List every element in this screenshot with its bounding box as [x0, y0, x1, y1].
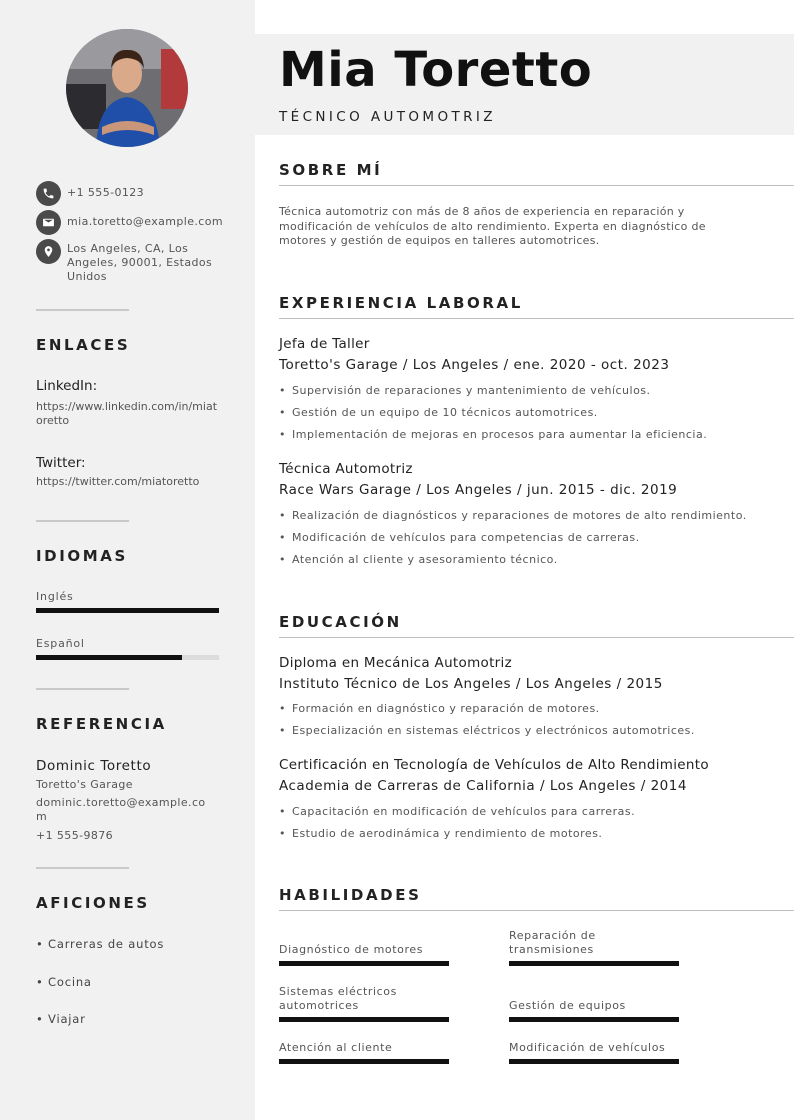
education-degree: Diploma en Mecánica Automotriz	[279, 655, 512, 671]
education-details: Academia de Carreras de California / Los Angeles / 2014	[279, 778, 687, 794]
language-level-bar	[36, 655, 219, 660]
profile-photo	[66, 29, 188, 147]
profile-role: TÉCNICO AUTOMOTRIZ	[279, 109, 496, 125]
language-name: Español	[36, 637, 85, 650]
sidebar	[0, 0, 255, 1120]
section-divider	[279, 185, 794, 186]
section-divider	[279, 318, 794, 319]
phone-text: +1 555-0123	[67, 186, 145, 199]
job-bullet: • Gestión de un equipo de 10 técnicos automotrices.	[279, 406, 598, 419]
contact-phone	[36, 181, 217, 206]
hobby-item: • Carreras de autos	[36, 937, 165, 951]
skill-name: Sistemas eléctricos automotrices	[279, 985, 397, 1012]
hobbies-title: AFICIONES	[36, 894, 150, 912]
reference-phone: +1 555-9876	[36, 829, 114, 842]
address-text: Los Angeles, CA, Los Angeles, 90001, Estados Unidos	[67, 242, 213, 283]
contact-address	[36, 239, 217, 284]
hobby-label: Cocina	[48, 975, 92, 989]
job-bullet: • Realización de diagnósticos y reparaciones de motores de alto rendimiento.	[279, 509, 747, 522]
linkedin-link[interactable]: https://www.linkedin.com/in/miatoretto	[36, 400, 218, 427]
skill-level-bar	[279, 1059, 449, 1064]
email-text[interactable]: mia.toretto@example.com	[67, 215, 223, 228]
skill-name: Modificación de vehículos	[509, 1041, 666, 1054]
education-bullet: • Especialización en sistemas eléctricos y electrónicos automotrices.	[279, 724, 695, 737]
job-details: Race Wars Garage / Los Angeles / jun. 2015 - dic. 2019	[279, 482, 678, 498]
hobby-item: • Viajar	[36, 1012, 86, 1026]
divider	[36, 867, 129, 869]
section-divider	[279, 910, 794, 911]
email-icon	[36, 210, 61, 235]
job-position: Jefa de Taller	[279, 336, 370, 352]
job-position: Técnica Automotriz	[279, 461, 413, 477]
hobby-label: Viajar	[48, 1012, 86, 1026]
skill-name: Diagnóstico de motores	[279, 943, 424, 956]
reference-email[interactable]: dominic.toretto@example.com	[36, 796, 206, 823]
education-degree: Certificación en Tecnología de Vehículos de Alto Rendimiento	[279, 757, 709, 773]
twitter-label: Twitter:	[36, 455, 86, 471]
skill-level-bar	[509, 1059, 679, 1064]
reference-company: Toretto's Garage	[36, 778, 133, 791]
divider	[36, 309, 129, 311]
skills-title: HABILIDADES	[279, 886, 422, 904]
reference-name: Dominic Toretto	[36, 758, 152, 774]
skill-level-bar	[279, 1017, 449, 1022]
profile-name: Mia Toretto	[279, 42, 593, 98]
skill-level-bar	[279, 961, 449, 966]
skill-level-bar	[509, 961, 679, 966]
hobby-item: • Cocina	[36, 975, 92, 989]
linkedin-label: LinkedIn:	[36, 378, 98, 394]
phone-icon	[36, 181, 61, 206]
skill-name: Gestión de equipos	[509, 999, 626, 1012]
languages-title: IDIOMAS	[36, 547, 128, 565]
reference-title: REFERENCIA	[36, 715, 167, 733]
job-bullet: • Implementación de mejoras en procesos para aumentar la eficiencia.	[279, 428, 707, 441]
experience-title: EXPERIENCIA LABORAL	[279, 294, 523, 312]
divider	[36, 688, 129, 690]
about-text: Técnica automotriz con más de 8 años de experiencia en reparación y modificación de vehículos de alto rendimiento. Experta en diagnóstico de motores y gestión de equipos en talleres automotrices.	[279, 205, 706, 248]
section-divider	[279, 637, 794, 638]
job-bullet: • Supervisión de reparaciones y mantenimiento de vehículos.	[279, 384, 651, 397]
about-title: SOBRE MÍ	[279, 161, 383, 179]
job-bullet: • Modificación de vehículos para competencias de carreras.	[279, 531, 640, 544]
location-pin-icon	[36, 239, 61, 264]
job-details: Toretto's Garage / Los Angeles / ene. 2020 - oct. 2023	[279, 357, 670, 373]
education-bullet: • Capacitación en modificación de vehículos para carreras.	[279, 805, 635, 818]
skill-level-bar	[509, 1017, 679, 1022]
skill-name: Reparación de transmisiones	[509, 929, 596, 956]
divider	[36, 520, 129, 522]
contact-email	[36, 210, 223, 235]
hobby-label: Carreras de autos	[48, 937, 165, 951]
education-bullet: • Formación en diagnóstico y reparación de motores.	[279, 702, 600, 715]
skill-name: Atención al cliente	[279, 1041, 393, 1054]
twitter-link[interactable]: https://twitter.com/miatoretto	[36, 475, 200, 488]
links-title: ENLACES	[36, 336, 131, 354]
education-title: EDUCACIÓN	[279, 613, 402, 631]
language-level-bar	[36, 608, 219, 613]
education-bullet: • Estudio de aerodinámica y rendimiento de motores.	[279, 827, 602, 840]
language-name: Inglés	[36, 590, 74, 603]
education-details: Instituto Técnico de Los Angeles / Los Angeles / 2015	[279, 676, 663, 692]
job-bullet: • Atención al cliente y asesoramiento técnico.	[279, 553, 558, 566]
